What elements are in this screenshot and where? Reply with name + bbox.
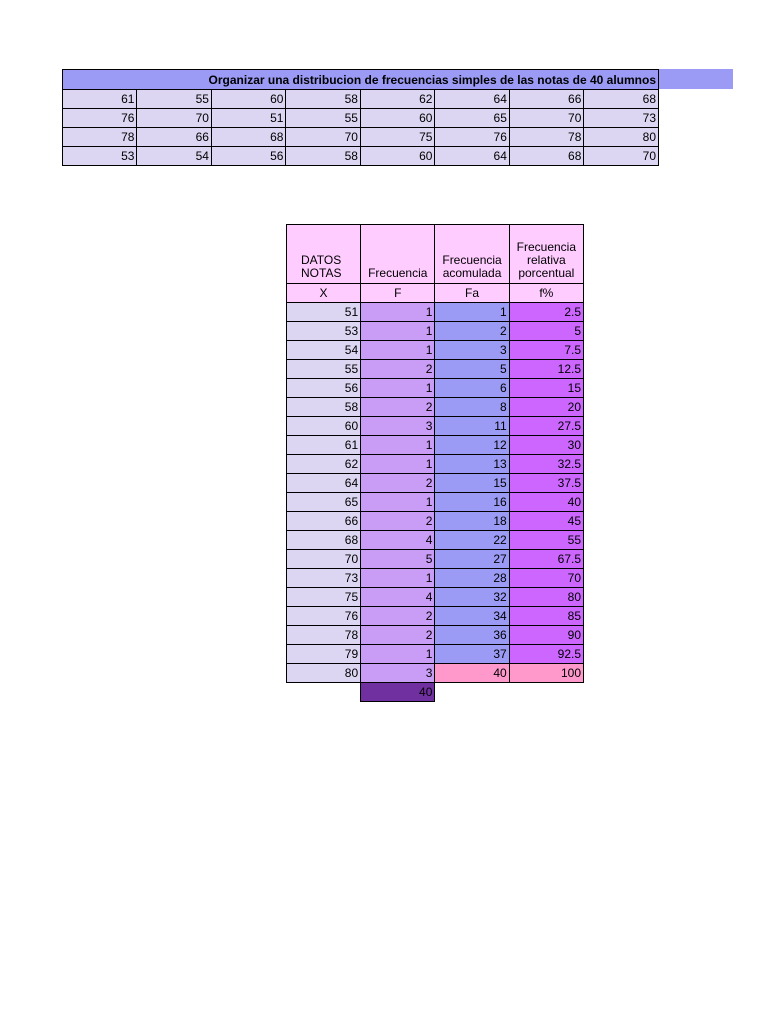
raw-note-cell[interactable]: 64 [435, 147, 509, 166]
nota-cell[interactable]: 70 [287, 550, 361, 569]
raw-note-cell[interactable]: 55 [286, 109, 360, 128]
frequency-distribution-table [286, 224, 584, 702]
nota-cell[interactable]: 75 [287, 588, 361, 607]
frecuencia-porcentual-cell[interactable]: 85 [509, 607, 583, 626]
title-banner-overflow [658, 69, 733, 89]
frequency-row [287, 512, 584, 531]
frequency-row [287, 436, 584, 455]
symbol-x[interactable]: X [287, 284, 361, 303]
raw-note-cell[interactable]: 65 [435, 109, 509, 128]
empty-cell [287, 683, 361, 702]
frecuencia-porcentual-cell[interactable]: 92.5 [509, 645, 583, 664]
frecuencia-cell[interactable]: 2 [361, 512, 435, 531]
frecuencia-acumulada-cell[interactable]: 8 [435, 398, 509, 417]
frequency-row [287, 360, 584, 379]
frequency-row [287, 645, 584, 664]
raw-table-title[interactable]: Organizar una distribucion de frecuencias simples de las notas de 40 alumnos [63, 70, 659, 90]
nota-cell[interactable]: 54 [287, 341, 361, 360]
raw-note-cell[interactable]: 60 [360, 109, 434, 128]
frequency-row [287, 341, 584, 360]
nota-cell[interactable]: 66 [287, 512, 361, 531]
raw-table-row [63, 90, 659, 109]
nota-cell[interactable]: 58 [287, 398, 361, 417]
frequency-row [287, 379, 584, 398]
frequency-row [287, 493, 584, 512]
raw-note-cell[interactable]: 66 [137, 128, 211, 147]
total-row [287, 683, 584, 702]
nota-cell[interactable]: 60 [287, 417, 361, 436]
raw-note-cell[interactable]: 54 [137, 147, 211, 166]
frequency-row [287, 455, 584, 474]
symbol-row [287, 284, 584, 303]
empty-cell [509, 683, 583, 702]
nota-cell[interactable]: 64 [287, 474, 361, 493]
frecuencia-acumulada-cell[interactable]: 12 [435, 436, 509, 455]
frecuencia-porcentual-cell[interactable]: 80 [509, 588, 583, 607]
frecuencia-acumulada-cell[interactable]: 22 [435, 531, 509, 550]
raw-note-cell[interactable]: 58 [286, 90, 360, 109]
frecuencia-porcentual-cell[interactable]: 40 [509, 493, 583, 512]
frecuencia-porcentual-cell[interactable]: 67.5 [509, 550, 583, 569]
nota-cell[interactable]: 62 [287, 455, 361, 474]
frequency-row [287, 303, 584, 322]
raw-note-cell[interactable]: 75 [360, 128, 434, 147]
frecuencia-porcentual-cell[interactable]: 30 [509, 436, 583, 455]
raw-table-row [63, 109, 659, 128]
frecuencia-porcentual-cell[interactable]: 7.5 [509, 341, 583, 360]
header-line: DATOS [301, 253, 342, 267]
nota-cell[interactable]: 73 [287, 569, 361, 588]
frecuencia-cell[interactable]: 3 [361, 664, 435, 683]
empty-cell [435, 683, 509, 702]
frecuencia-acumulada-cell[interactable]: 5 [435, 360, 509, 379]
frecuencia-cell[interactable]: 1 [361, 645, 435, 664]
raw-note-cell[interactable]: 62 [360, 90, 434, 109]
frecuencia-porcentual-cell[interactable]: 27.5 [509, 417, 583, 436]
frecuencia-acumulada-cell[interactable]: 36 [435, 626, 509, 645]
frecuencia-cell[interactable]: 1 [361, 436, 435, 455]
header-datos-notas[interactable] [287, 225, 361, 284]
frecuencia-cell[interactable]: 1 [361, 322, 435, 341]
frecuencia-acumulada-cell[interactable]: 16 [435, 493, 509, 512]
raw-note-cell[interactable]: 68 [509, 147, 583, 166]
header-frecuencia-relativa-porcentual[interactable] [509, 225, 583, 284]
raw-note-cell[interactable]: 78 [509, 128, 583, 147]
frecuencia-porcentual-cell[interactable]: 37.5 [509, 474, 583, 493]
frecuencia-cell[interactable]: 4 [361, 588, 435, 607]
frecuencia-porcentual-cell[interactable]: 100 [509, 664, 583, 683]
raw-note-cell[interactable]: 70 [286, 128, 360, 147]
raw-note-cell[interactable]: 64 [435, 90, 509, 109]
symbol-f[interactable]: F [361, 284, 435, 303]
frequency-row [287, 550, 584, 569]
nota-cell[interactable]: 56 [287, 379, 361, 398]
raw-note-cell[interactable]: 66 [509, 90, 583, 109]
frecuencia-cell[interactable]: 1 [361, 341, 435, 360]
frecuencia-acumulada-cell[interactable]: 2 [435, 322, 509, 341]
frecuencia-porcentual-cell[interactable]: 55 [509, 531, 583, 550]
header-line: relativa [527, 253, 566, 267]
raw-note-cell[interactable]: 60 [211, 90, 285, 109]
nota-cell[interactable]: 76 [287, 607, 361, 626]
raw-notes-table [62, 69, 659, 166]
frequency-row [287, 531, 584, 550]
frecuencia-porcentual-cell[interactable]: 45 [509, 512, 583, 531]
frequency-row [287, 322, 584, 341]
header-frecuencia-acomulada[interactable] [435, 225, 509, 284]
frecuencia-cell[interactable]: 1 [361, 569, 435, 588]
nota-cell[interactable]: 68 [287, 531, 361, 550]
raw-note-cell[interactable]: 68 [211, 128, 285, 147]
frecuencia-porcentual-cell[interactable]: 2.5 [509, 303, 583, 322]
nota-cell[interactable]: 51 [287, 303, 361, 322]
raw-table-row [63, 128, 659, 147]
raw-note-cell[interactable]: 76 [63, 109, 137, 128]
frecuencia-porcentual-cell[interactable]: 20 [509, 398, 583, 417]
raw-note-cell[interactable]: 60 [360, 147, 434, 166]
raw-note-cell[interactable]: 53 [63, 147, 137, 166]
frecuencia-acumulada-cell[interactable]: 40 [435, 664, 509, 683]
frecuencia-acumulada-cell[interactable]: 15 [435, 474, 509, 493]
raw-table-row [63, 147, 659, 166]
frecuencia-acumulada-cell[interactable]: 1 [435, 303, 509, 322]
frecuencia-acumulada-cell[interactable]: 3 [435, 341, 509, 360]
frecuencia-cell[interactable]: 1 [361, 493, 435, 512]
frecuencia-acumulada-cell[interactable]: 18 [435, 512, 509, 531]
raw-note-cell[interactable]: 78 [63, 128, 137, 147]
frecuencia-porcentual-cell[interactable]: 70 [509, 569, 583, 588]
frecuencia-acumulada-cell[interactable]: 6 [435, 379, 509, 398]
header-line: Frecuencia [516, 240, 577, 254]
frecuencia-acumulada-cell[interactable]: 28 [435, 569, 509, 588]
frecuencia-total-cell[interactable]: 40 [361, 683, 435, 702]
nota-cell[interactable]: 53 [287, 322, 361, 341]
raw-note-cell[interactable]: 61 [63, 90, 137, 109]
frecuencia-porcentual-cell[interactable]: 15 [509, 379, 583, 398]
nota-cell[interactable]: 79 [287, 645, 361, 664]
frecuencia-acumulada-cell[interactable]: 34 [435, 607, 509, 626]
frequency-row [287, 626, 584, 645]
frequency-row [287, 417, 584, 436]
frequency-header-row [287, 225, 584, 284]
nota-cell[interactable]: 78 [287, 626, 361, 645]
raw-note-cell[interactable]: 68 [584, 90, 659, 109]
frecuencia-acumulada-cell[interactable]: 32 [435, 588, 509, 607]
frecuencia-cell[interactable]: 2 [361, 360, 435, 379]
raw-note-cell[interactable]: 55 [137, 90, 211, 109]
frequency-row [287, 664, 584, 683]
raw-note-cell[interactable]: 76 [435, 128, 509, 147]
frecuencia-cell[interactable]: 2 [361, 626, 435, 645]
symbol-fp[interactable]: f% [509, 284, 583, 303]
frecuencia-cell[interactable]: 2 [361, 474, 435, 493]
frecuencia-cell[interactable]: 1 [361, 455, 435, 474]
frecuencia-cell[interactable]: 3 [361, 417, 435, 436]
header-line: acomulada [442, 266, 502, 280]
header-line: NOTAS [301, 266, 342, 280]
frequency-row [287, 398, 584, 417]
frecuencia-acumulada-cell[interactable]: 37 [435, 645, 509, 664]
raw-note-cell[interactable]: 58 [286, 147, 360, 166]
frequency-row [287, 569, 584, 588]
header-line: Frecuencia [368, 266, 428, 280]
frecuencia-porcentual-cell[interactable]: 90 [509, 626, 583, 645]
nota-cell[interactable]: 65 [287, 493, 361, 512]
raw-note-cell[interactable]: 80 [584, 128, 659, 147]
raw-note-cell[interactable]: 70 [137, 109, 211, 128]
frecuencia-acumulada-cell[interactable]: 27 [435, 550, 509, 569]
header-line: porcentual [518, 266, 575, 280]
frecuencia-cell[interactable]: 4 [361, 531, 435, 550]
nota-cell[interactable]: 61 [287, 436, 361, 455]
frecuencia-porcentual-cell[interactable]: 12.5 [509, 360, 583, 379]
raw-note-cell[interactable]: 70 [584, 147, 659, 166]
frecuencia-cell[interactable]: 1 [361, 379, 435, 398]
frecuencia-cell[interactable]: 2 [361, 398, 435, 417]
frecuencia-cell[interactable]: 1 [361, 303, 435, 322]
frecuencia-porcentual-cell[interactable]: 5 [509, 322, 583, 341]
frequency-row [287, 588, 584, 607]
frecuencia-cell[interactable]: 2 [361, 607, 435, 626]
raw-note-cell[interactable]: 70 [509, 109, 583, 128]
raw-note-cell[interactable]: 56 [211, 147, 285, 166]
header-line: Frecuencia [442, 253, 502, 267]
frequency-row [287, 474, 584, 493]
symbol-fa[interactable]: Fa [435, 284, 509, 303]
header-frecuencia[interactable] [361, 225, 435, 284]
frecuencia-acumulada-cell[interactable]: 11 [435, 417, 509, 436]
nota-cell[interactable]: 55 [287, 360, 361, 379]
frecuencia-acumulada-cell[interactable]: 13 [435, 455, 509, 474]
raw-table-title-row [63, 70, 659, 90]
frecuencia-cell[interactable]: 5 [361, 550, 435, 569]
nota-cell[interactable]: 80 [287, 664, 361, 683]
raw-note-cell[interactable]: 73 [584, 109, 659, 128]
raw-note-cell[interactable]: 51 [211, 109, 285, 128]
frequency-row [287, 607, 584, 626]
frecuencia-porcentual-cell[interactable]: 32.5 [509, 455, 583, 474]
